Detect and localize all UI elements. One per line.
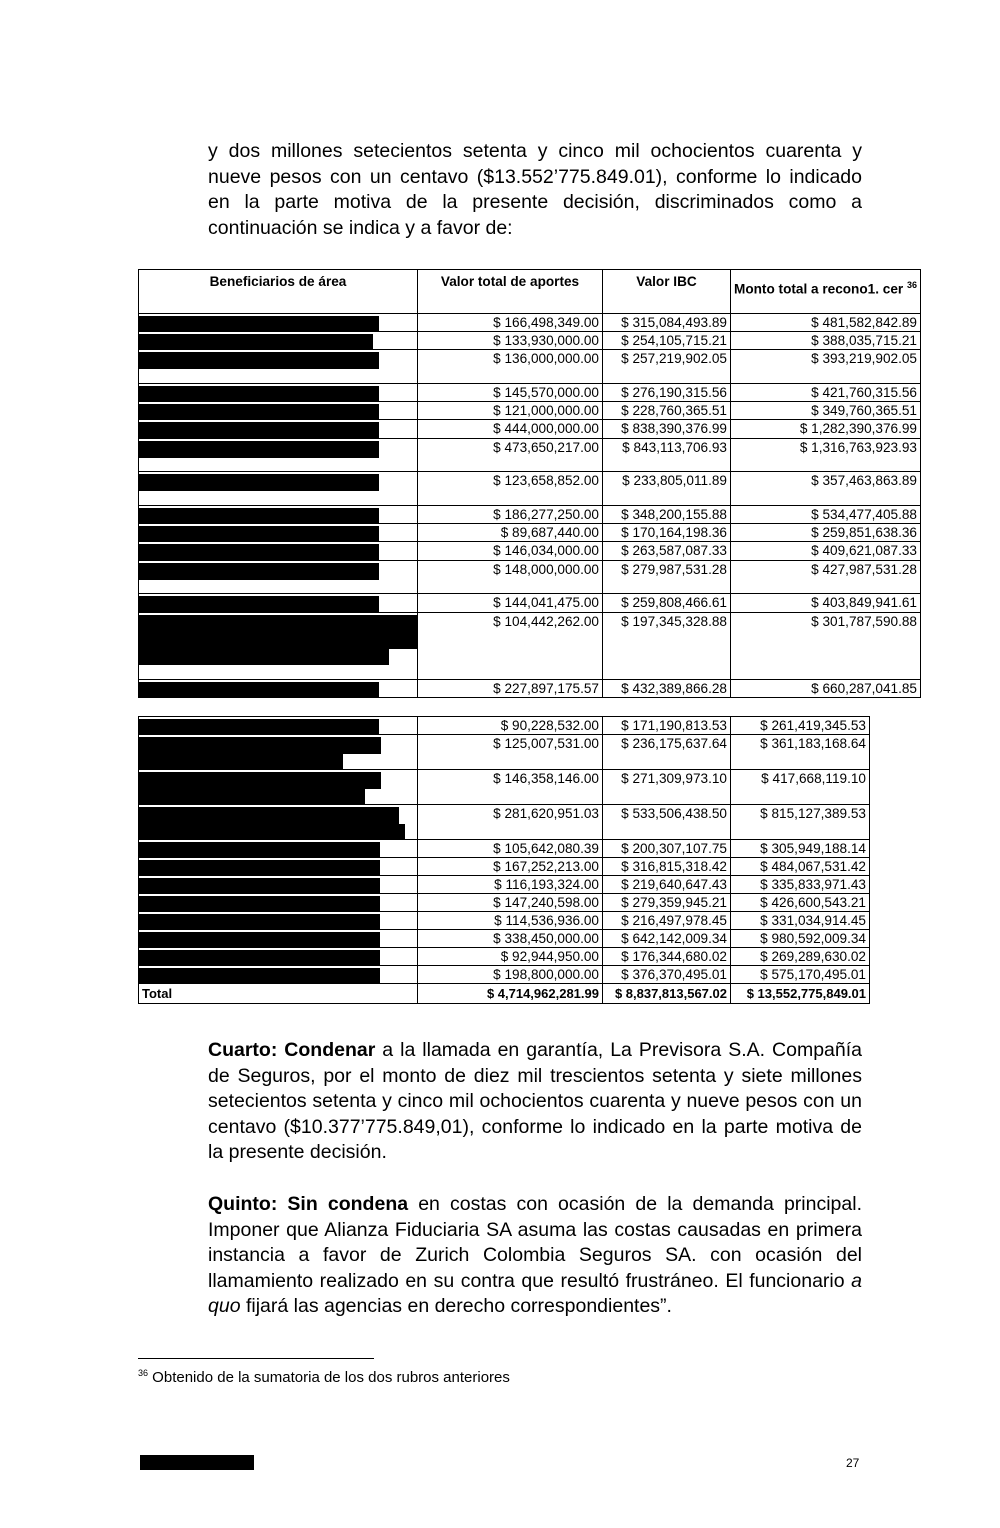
cuarto-text: a la llamada en garantía, La Previsora S.A. Compañía de Seguros, por el monto de diez mil trescientos setenta y siete millones setecientos setenta y cinco mil ochocientos cuarenta y nueve pesos con un centavo ($10.377’775.849,01), conforme lo indicado en la parte motiva de la presente decisión. [208, 1039, 863, 1164]
cell-monto: $ 357,463,863.89 [731, 472, 921, 506]
cell-aportes: $ 146,034,000.00 [418, 542, 603, 561]
table-row [139, 930, 870, 948]
cell-monto: $ 815,127,389.53 [731, 805, 870, 840]
cell-ibc: $ 838,390,376.99 [603, 420, 731, 439]
table-row [139, 332, 921, 350]
cell-ibc: $ 276,190,315.56 [603, 384, 731, 402]
redaction-block [140, 1455, 254, 1470]
redaction-bar [139, 404, 379, 420]
cell-monto: $ 1,316,763,923.93 [731, 439, 921, 472]
cell-ibc: $ 257,219,902.05 [603, 350, 731, 384]
redacted-beneficiary-name [139, 613, 418, 680]
cell-monto: $ 301,787,590.88 [731, 613, 921, 680]
cell-aportes: $ 281,620,951.03 [418, 805, 603, 840]
page-number: 27 [846, 1456, 860, 1470]
redacted-beneficiary-name [139, 930, 418, 948]
cell-ibc: $ 263,587,087.33 [603, 542, 731, 561]
cell-aportes: $ 444,000,000.00 [418, 420, 603, 439]
cell-aportes: $ 147,240,598.00 [418, 894, 603, 912]
table-row [139, 876, 870, 894]
redaction-bar [139, 526, 379, 542]
redacted-beneficiary-name [139, 524, 418, 542]
footnote-number: 36 [138, 1368, 149, 1378]
redaction-bar [139, 950, 380, 966]
redaction-bar [139, 878, 380, 894]
redacted-beneficiary-name [139, 876, 418, 894]
table-header-row [139, 270, 921, 314]
cell-monto: $ 421,760,315.56 [731, 384, 921, 402]
redaction-bar [139, 422, 379, 439]
cell-aportes: $ 227,897,175.57 [418, 680, 603, 698]
cell-aportes: $ 125,007,531.00 [418, 735, 603, 770]
redaction-bar [139, 807, 399, 824]
redacted-beneficiary-name [139, 912, 418, 930]
cell-ibc: $ 200,307,107.75 [603, 840, 731, 858]
redacted-beneficiary-name [139, 384, 418, 402]
beneficiaries-table-part-1 [138, 269, 921, 698]
cell-monto: $ 331,034,914.45 [731, 912, 870, 930]
footnote [138, 1368, 510, 1386]
table-row [139, 805, 870, 840]
table-row [139, 594, 921, 613]
cell-monto: $ 409,621,087.33 [731, 542, 921, 561]
redacted-beneficiary-name [139, 472, 418, 506]
table-row [139, 350, 921, 384]
cell-aportes: $ 123,658,852.00 [418, 472, 603, 506]
total-aportes: $ 4,714,962,281.99 [418, 984, 603, 1004]
cell-ibc: $ 171,190,813.53 [603, 717, 731, 735]
cell-monto: $ 349,760,365.51 [731, 402, 921, 420]
header-monto: Monto total a recono1. cer $^{36}$ [731, 270, 921, 314]
cell-ibc: $ 259,808,466.61 [603, 594, 731, 613]
total-label: Total [139, 984, 418, 1004]
header-ibc: Valor IBC [603, 270, 731, 314]
cell-ibc: $ 348,200,155.88 [603, 506, 731, 524]
footnote-ref: 36 [906, 280, 917, 290]
cell-ibc: $ 233,805,011.89 [603, 472, 731, 506]
redaction-bar [139, 842, 380, 858]
cell-aportes: $ 92,944,950.00 [418, 948, 603, 966]
total-ibc: $ 8,837,813,567.02 [603, 984, 731, 1004]
cell-aportes: $ 148,000,000.00 [418, 561, 603, 594]
redacted-beneficiary-name [139, 420, 418, 439]
table-row [139, 912, 870, 930]
cell-ibc: $ 315,084,493.89 [603, 314, 731, 332]
redaction-bar [139, 563, 379, 580]
redaction-bar [139, 719, 379, 735]
table-row [139, 506, 921, 524]
cell-monto: $ 534,477,405.88 [731, 506, 921, 524]
redaction-bar [139, 334, 373, 350]
table-row [139, 420, 921, 439]
quinto-text: en costas con ocasión de la demanda principal. Imponer que Alianza Fiduciaria SA asuma las costas causadas en primera instancia a favor de Zurich Colombia Seguros SA. con ocasión del llamamiento realizado en su contra que resultó frustráneo. El funcionario [208, 1193, 862, 1292]
table-row [139, 717, 870, 735]
redaction-bar [139, 386, 379, 402]
redaction-bar [139, 789, 365, 805]
redaction-bar [139, 615, 417, 649]
cell-monto: $ 980,592,009.34 [731, 930, 870, 948]
redaction-bar [139, 682, 379, 698]
cell-aportes: $ 198,800,000.00 [418, 966, 603, 984]
quinto-paragraph [208, 1192, 862, 1320]
cell-aportes: $ 90,228,532.00 [418, 717, 603, 735]
redacted-beneficiary-name [139, 735, 418, 770]
redacted-beneficiary-name [139, 858, 418, 876]
header-aportes: Valor total de aportes [418, 270, 603, 314]
cell-ibc: $ 279,359,945.21 [603, 894, 731, 912]
cell-ibc: $ 843,113,706.93 [603, 439, 731, 472]
redacted-beneficiary-name [139, 770, 418, 805]
cell-monto: $ 660,287,041.85 [731, 680, 921, 698]
cell-ibc: $ 216,497,978.45 [603, 912, 731, 930]
cell-ibc: $ 316,815,318.42 [603, 858, 731, 876]
table-row [139, 680, 921, 698]
beneficiaries-table-part-2 [138, 716, 870, 1004]
table-row [139, 840, 870, 858]
redaction-bar [139, 968, 380, 984]
cell-aportes: $ 104,442,262.00 [418, 613, 603, 680]
redaction-bar [139, 441, 379, 458]
footnote-separator [138, 1358, 374, 1359]
cell-monto: $ 426,600,543.21 [731, 894, 870, 912]
redaction-bar [139, 508, 379, 524]
table-row [139, 966, 870, 984]
cell-monto: $ 481,582,842.89 [731, 314, 921, 332]
cell-monto: $ 335,833,971.43 [731, 876, 870, 894]
cell-monto: $ 1,282,390,376.99 [731, 420, 921, 439]
table-row [139, 561, 921, 594]
redaction-bar [139, 316, 379, 332]
redaction-bar [139, 860, 380, 876]
table-row [139, 384, 921, 402]
cell-monto: $ 305,949,188.14 [731, 840, 870, 858]
cell-monto: $ 427,987,531.28 [731, 561, 921, 594]
redacted-beneficiary-name [139, 439, 418, 472]
redaction-bar [139, 474, 379, 491]
cell-ibc: $ 170,164,198.36 [603, 524, 731, 542]
total-row [139, 984, 870, 1004]
redaction-bar [139, 914, 380, 930]
table-row [139, 770, 870, 805]
redaction-bar [139, 896, 380, 912]
cell-ibc: $ 432,389,866.28 [603, 680, 731, 698]
cell-aportes: $ 167,252,213.00 [418, 858, 603, 876]
redaction-bar [139, 932, 380, 948]
cell-aportes: $ 338,450,000.00 [418, 930, 603, 948]
cell-ibc: $ 254,105,715.21 [603, 332, 731, 350]
table-row [139, 542, 921, 561]
cell-aportes: $ 145,570,000.00 [418, 384, 603, 402]
cell-ibc: $ 271,309,973.10 [603, 770, 731, 805]
redaction-bar [139, 772, 381, 789]
cell-monto: $ 484,067,531.42 [731, 858, 870, 876]
quinto-italic: a quo [208, 1269, 862, 1318]
redacted-beneficiary-name [139, 314, 418, 332]
cell-monto: $ 261,419,345.53 [731, 717, 870, 735]
redacted-beneficiary-name [139, 506, 418, 524]
table-row [139, 948, 870, 966]
table-row [139, 439, 921, 472]
cell-monto: $ 575,170,495.01 [731, 966, 870, 984]
quinto-lead: Quinto: Sin condena [208, 1193, 409, 1215]
redacted-beneficiary-name [139, 717, 418, 735]
redaction-bar [139, 544, 379, 561]
cell-ibc: $ 642,142,009.34 [603, 930, 731, 948]
table-row [139, 472, 921, 506]
cell-monto: $ 259,851,638.36 [731, 524, 921, 542]
cell-ibc: $ 279,987,531.28 [603, 561, 731, 594]
redacted-beneficiary-name [139, 948, 418, 966]
cell-ibc: $ 197,345,328.88 [603, 613, 731, 680]
cell-ibc: $ 376,370,495.01 [603, 966, 731, 984]
redaction-bar [139, 754, 343, 770]
footnote-text: Obtenido de la sumatoria de los dos rubros anteriores [148, 1369, 510, 1386]
cuarto-paragraph [208, 1038, 862, 1166]
table-row [139, 524, 921, 542]
redacted-beneficiary-name [139, 966, 418, 984]
cell-aportes: $ 121,000,000.00 [418, 402, 603, 420]
redacted-beneficiary-name [139, 805, 418, 840]
redacted-beneficiary-name [139, 542, 418, 561]
quinto-tail: fijará las agencias en derecho correspondientes”. [240, 1295, 672, 1318]
table-row [139, 314, 921, 332]
cell-monto: $ 269,289,630.02 [731, 948, 870, 966]
cell-monto: $ 361,183,168.64 [731, 735, 870, 770]
cell-aportes: $ 473,650,217.00 [418, 439, 603, 472]
table-row [139, 894, 870, 912]
cell-aportes: $ 114,536,936.00 [418, 912, 603, 930]
cell-aportes: $ 166,498,349.00 [418, 314, 603, 332]
redacted-beneficiary-name [139, 332, 418, 350]
cell-aportes: $ 146,358,146.00 [418, 770, 603, 805]
table-row [139, 402, 921, 420]
redaction-bar [139, 824, 405, 840]
intro-paragraph: y dos millones setecientos setenta y cinco mil ochocientos cuarenta y nueve pesos con un centavo ($13.552’775.849.01), conforme lo indicado en la parte motiva de la presente decisión, discriminados como a continuación se indica y a favor de: [208, 140, 862, 239]
cell-ibc: $ 236,175,637.64 [603, 735, 731, 770]
cell-monto: $ 417,668,119.10 [731, 770, 870, 805]
table-row [139, 735, 870, 770]
redacted-beneficiary-name [139, 561, 418, 594]
cell-aportes: $ 133,930,000.00 [418, 332, 603, 350]
redacted-beneficiary-name [139, 840, 418, 858]
cell-aportes: $ 144,041,475.00 [418, 594, 603, 613]
redaction-bar [139, 596, 379, 613]
redaction-bar [139, 737, 381, 754]
header-beneficiarios: Beneficiarios de área [139, 270, 418, 314]
cuarto-lead: Cuarto: Condenar [208, 1039, 376, 1061]
total-monto: $ 13,552,775,849.01 [731, 984, 870, 1004]
redacted-beneficiary-name [139, 594, 418, 613]
table-row [139, 613, 921, 680]
cell-aportes: $ 89,687,440.00 [418, 524, 603, 542]
cell-monto: $ 393,219,902.05 [731, 350, 921, 384]
redaction-bar [139, 352, 379, 369]
redacted-beneficiary-name [139, 680, 418, 698]
cell-aportes: $ 136,000,000.00 [418, 350, 603, 384]
redacted-beneficiary-name [139, 350, 418, 384]
table-row [139, 858, 870, 876]
redacted-beneficiary-name [139, 402, 418, 420]
cell-ibc: $ 533,506,438.50 [603, 805, 731, 840]
cell-monto: $ 388,035,715.21 [731, 332, 921, 350]
cell-aportes: $ 116,193,324.00 [418, 876, 603, 894]
cell-aportes: $ 105,642,080.39 [418, 840, 603, 858]
redaction-bar [139, 649, 389, 665]
cell-ibc: $ 219,640,647.43 [603, 876, 731, 894]
cell-monto: $ 403,849,941.61 [731, 594, 921, 613]
redacted-beneficiary-name [139, 894, 418, 912]
cell-ibc: $ 228,760,365.51 [603, 402, 731, 420]
cell-aportes: $ 186,277,250.00 [418, 506, 603, 524]
cell-ibc: $ 176,344,680.02 [603, 948, 731, 966]
